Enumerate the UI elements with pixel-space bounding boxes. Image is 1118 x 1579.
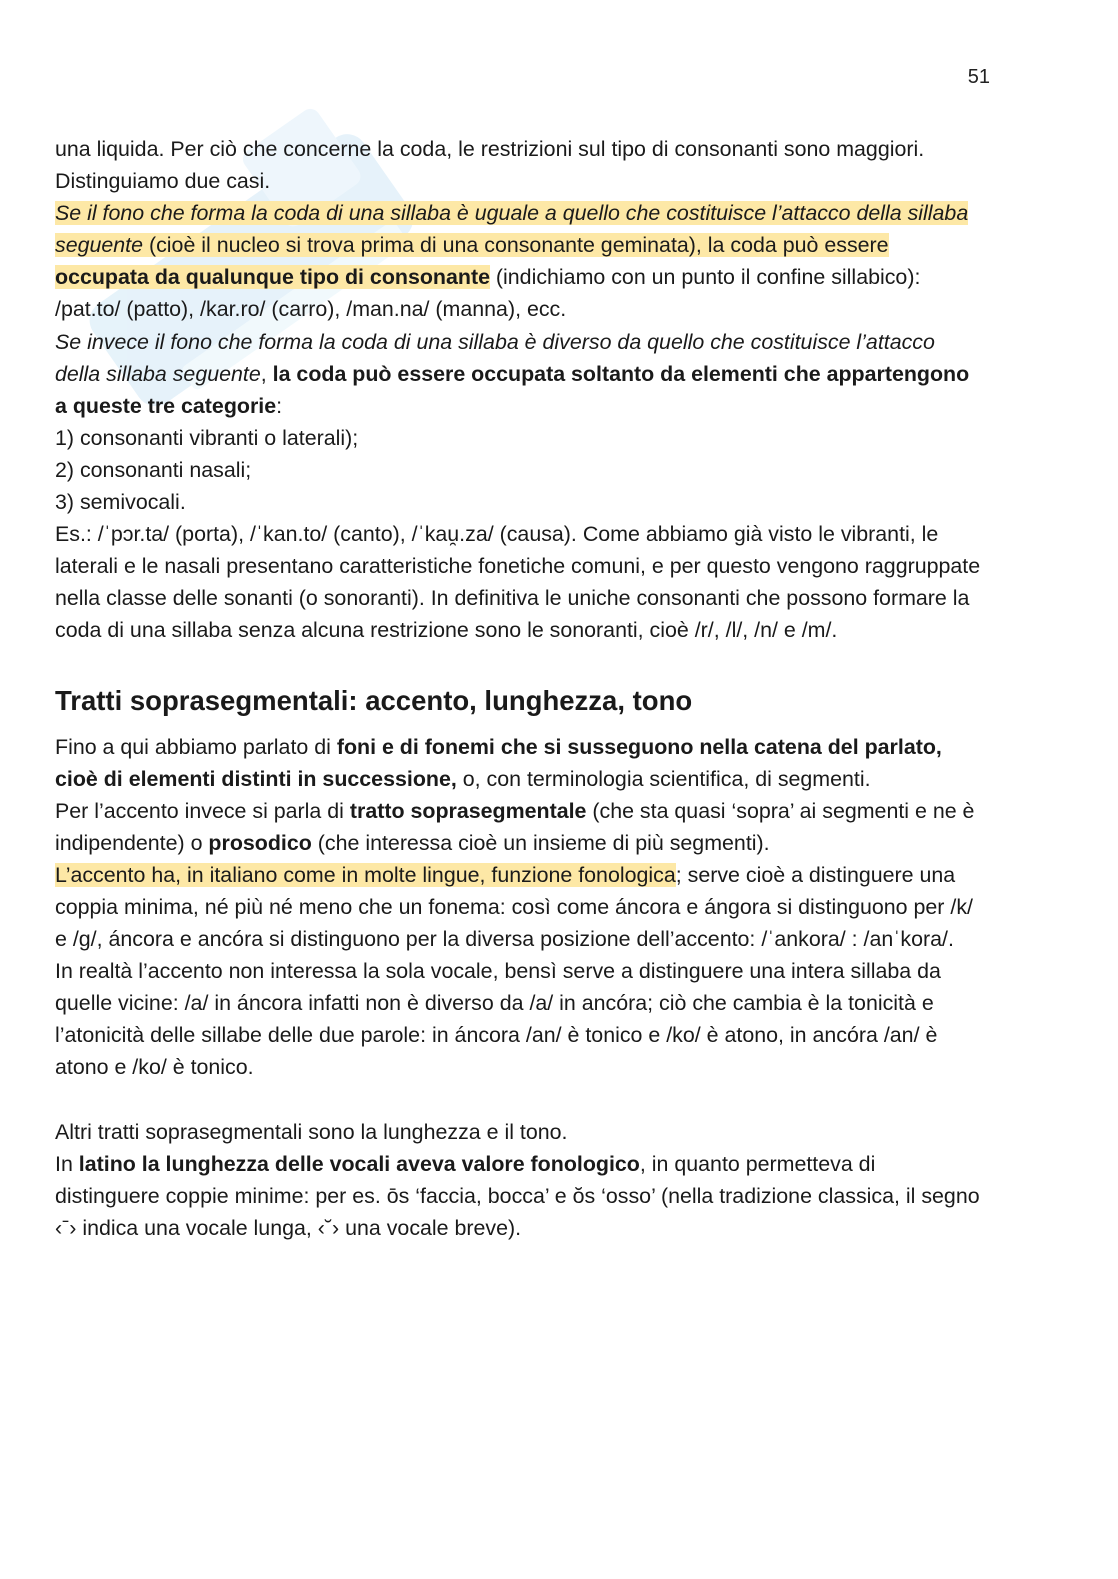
paragraph bbox=[55, 326, 985, 422]
highlighted-text: L’accento ha, in italiano come in molte lingue, funzione fonologica bbox=[55, 862, 676, 887]
paragraph: In realtà l’accento non interessa la sola vocale, bensì serve a distinguere una intera sillaba da quelle vicine: /a/ in áncora infatti non è diverso da /a/ in ancóra; ciò che cambia è la tonicità e l’atonicità delle sillabe delle due parole: in áncora /an/ è tonico e /ko/ è atono, in ancóra /an/ è atono e /ko/ è tonico. bbox=[55, 959, 941, 1080]
text-run: (che interessa cioè un insieme di più segmenti). bbox=[311, 830, 770, 855]
bold-text: latino la lunghezza delle vocali aveva valore fonologico bbox=[78, 1151, 640, 1176]
text-run: Fino a qui abbiamo parlato di bbox=[55, 734, 337, 759]
bold-text: tratto soprasegmentale bbox=[349, 798, 587, 823]
paragraph: Es.: /ˈpɔr.ta/ (porta), /ˈkan.to/ (canto), /ˈkau̯.za/ (causa). Come abbiamo già visto le vibranti, le laterali e le nasali presentano caratteristiche fonetiche comuni, e per questo vengono raggruppate nella classe delle sonanti (o sonoranti). In definitiva le uniche consonanti che possono formare la coda di una sillaba senza alcuna restrizione sono le sonoranti, cioè /r/, /l/, /n/ e /m/. bbox=[55, 522, 981, 643]
text-run: Per l’accento invece si parla di bbox=[55, 798, 350, 823]
text-run: (che sta quasi ‘sopra’ ai segmenti e ne è indipendente) o bbox=[55, 798, 975, 855]
paragraph bbox=[55, 197, 985, 325]
spacer bbox=[55, 1084, 985, 1116]
paragraph bbox=[55, 859, 985, 955]
text-run: , bbox=[260, 361, 273, 386]
section-heading: Tratti soprasegmentali: accento, lunghezza, tono bbox=[55, 684, 693, 716]
paragraph bbox=[55, 795, 985, 859]
highlighted-italic-text: Se il fono che forma la coda di una sillaba è uguale a quello che costituisce l’attacco della sillaba seguente bbox=[55, 201, 969, 258]
list-item: 3) semivocali. bbox=[55, 490, 186, 515]
paragraph bbox=[55, 1148, 985, 1244]
paragraph bbox=[55, 731, 985, 795]
list-item: 1) consonanti vibranti o laterali); bbox=[55, 425, 359, 450]
highlighted-text: (cioè il nucleo si trova prima di una consonante geminata), la coda può essere bbox=[143, 233, 889, 258]
bold-text: prosodico bbox=[208, 830, 312, 855]
text-run: o, con terminologia scientifica, di segmenti. bbox=[456, 766, 871, 791]
text-run: : bbox=[276, 393, 283, 418]
paragraph: Distinguiamo due casi. bbox=[55, 169, 271, 194]
text-run: ; serve cioè a distinguere una coppia minima, né più né meno che un fonema: così come áncora e ángora si distinguono per /k/ e /g/, áncora e ancóra si distinguono per la diversa posizione dell’accento: /ˈankora/ : /anˈkora/. bbox=[55, 862, 973, 952]
text-run: (indichiamo con un punto il confine sillabico): /pat.to/ (patto), /kar.ro/ (carro), /man.na/ (manna), ecc. bbox=[55, 265, 921, 322]
page-number: 51 bbox=[967, 66, 990, 88]
bold-text: la coda può essere occupata soltanto da elementi che appartengono a queste tre categorie bbox=[55, 361, 970, 418]
italic-text: Se invece il fono che forma la coda di una sillaba è diverso da quello che costituisce l’attacco della sillaba seguente bbox=[55, 329, 935, 386]
text-run: In bbox=[55, 1151, 79, 1176]
text-run: , in quanto permetteva di distinguere coppie minime: per es. ōs ‘faccia, bocca’ e ŏs ‘osso’ (nella tradizione classica, il segno ‹ˉ› indica una vocale lunga, ‹˘› una vocale breve). bbox=[55, 1151, 980, 1240]
list-item: 2) consonanti nasali; bbox=[55, 457, 252, 482]
paragraph: Altri tratti soprasegmentali sono la lunghezza e il tono. bbox=[55, 1119, 568, 1144]
highlighted-bold-text: occupata da qualunque tipo di consonante bbox=[55, 265, 490, 290]
paragraph: una liquida. Per ciò che concerne la coda, le restrizioni sul tipo di consonanti sono maggiori. bbox=[55, 137, 925, 161]
document-body bbox=[55, 133, 985, 1244]
bold-text: foni e di fonemi che si susseguono nella catena del parlato, cioè di elementi distinti in successione, bbox=[55, 734, 942, 791]
